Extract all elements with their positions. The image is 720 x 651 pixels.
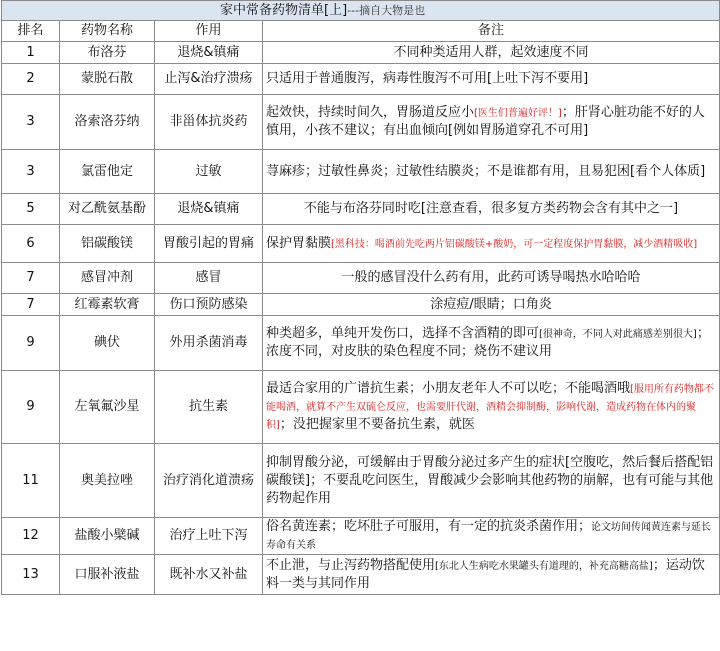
- note-text: 最适合家用的广谱抗生素；小朋友老年人不可以吃；不能喝酒哦: [266, 381, 631, 396]
- note-cell: [263, 444, 720, 518]
- drug-name-cell: 左氧氟沙星: [60, 371, 155, 444]
- effect-cell: 胃酸引起的胃痛: [155, 225, 263, 263]
- note-highlight: [黑科技：喝酒前先吃两片铝碳酸镁+酸奶，可一定程度保护胃黏膜，减少酒精吸收]: [331, 238, 698, 250]
- note-cell: [263, 64, 720, 95]
- header-rank: 排名: [2, 21, 60, 42]
- note-cell: [263, 263, 720, 294]
- effect-cell: 治疗上吐下泻: [155, 518, 263, 555]
- effect-cell: 感冒: [155, 263, 263, 294]
- note-text: ；没把握家里不要备抗生素，就医: [279, 417, 475, 432]
- effect-cell: 伤口预防感染: [155, 294, 263, 316]
- header-row: [2, 21, 720, 42]
- note-cell: [263, 150, 720, 194]
- note-text: 不止泄，与止泻药物搭配使用: [266, 557, 436, 573]
- table-row: [2, 64, 720, 95]
- note-text: 不同种类适用人群，起效速度不同: [393, 44, 589, 60]
- note-text: 不能与布洛芬同时吃[注意查看，很多复方类药物会含有其中之一]: [303, 201, 679, 216]
- effect-cell: 外用杀菌消毒: [155, 316, 263, 371]
- note-cell: [263, 316, 720, 371]
- table-row: [2, 555, 720, 595]
- table-row: [2, 371, 720, 444]
- note-cell: [263, 95, 720, 150]
- note-text: 俗名黄连素；吃坏肚子可服用，有一定的抗炎杀菌作用；: [266, 519, 592, 534]
- table-row: [2, 294, 720, 316]
- rank-cell: 9: [2, 371, 60, 444]
- note-text: 论文坊间传闻黄连素与延长寿命有关系: [266, 522, 712, 551]
- table-title: 家中常备药物清单[上]: [220, 2, 348, 18]
- rank-cell: 5: [2, 194, 60, 225]
- note-cell: [263, 225, 720, 263]
- rank-cell: 1: [2, 42, 60, 64]
- drug-name-cell: 蒙脱石散: [60, 64, 155, 95]
- table-row: [2, 444, 720, 518]
- effect-cell: 退烧&镇痛: [155, 194, 263, 225]
- effect-cell: 既补水又补盐: [155, 555, 263, 595]
- table-row: [2, 518, 720, 555]
- note-cell: [263, 555, 720, 595]
- rank-cell: 7: [2, 263, 60, 294]
- table-subtitle: ---摘自大物是也: [347, 3, 426, 17]
- rank-cell: 12: [2, 518, 60, 555]
- table-row: [2, 150, 720, 194]
- drug-name-cell: 口服补液盐: [60, 555, 155, 595]
- rank-cell: 3: [2, 95, 60, 150]
- medicine-table: [1, 0, 720, 595]
- rank-cell: 11: [2, 444, 60, 518]
- rank-cell: 6: [2, 225, 60, 263]
- rank-cell: 9: [2, 316, 60, 371]
- rank-cell: 7: [2, 294, 60, 316]
- effect-cell: 止泻&治疗溃疡: [155, 64, 263, 95]
- effect-cell: 非甾体抗炎药: [155, 95, 263, 150]
- table-row: [2, 194, 720, 225]
- note-cell: [263, 194, 720, 225]
- note-text: 起效快，持续时间久，胃肠道反应小: [266, 105, 475, 120]
- note-text: 种类超多，单纯开发伤口，选择不含酒精的即可: [266, 326, 540, 341]
- drug-name-cell: 碘伏: [60, 316, 155, 371]
- note-highlight: [服用所有药物都不能喝酒，就算不产生双硫仑反应，也需要肝代谢，酒精会抑制酶，影响代谢，造成药物在体内的聚积]: [266, 384, 714, 431]
- drug-name-cell: 铝碳酸镁: [60, 225, 155, 263]
- table-row: [2, 263, 720, 294]
- note-text: ；运动饮料一类与其同作用: [266, 557, 705, 591]
- note-cell: [263, 294, 720, 316]
- drug-name-cell: 奥美拉唑: [60, 444, 155, 518]
- header-effect: 作用: [155, 21, 263, 42]
- rank-cell: 13: [2, 555, 60, 595]
- note-text: [很神奇，不同人对此痛感差别很大]: [539, 329, 697, 340]
- note-text: 荨麻疹；过敏性鼻炎；过敏性结膜炎；不是谁都有用，且易犯困[看个人体质]: [266, 163, 706, 179]
- note-cell: [263, 371, 720, 444]
- note-cell: [263, 518, 720, 555]
- rank-cell: 2: [2, 64, 60, 95]
- note-text: 一般的感冒没什么药有用，此药可诱导喝热水哈哈哈: [341, 270, 641, 285]
- note-highlight: [医生们普遍好评！]: [474, 108, 562, 119]
- header-note: 备注: [263, 21, 720, 42]
- header-name: 药物名称: [60, 21, 155, 42]
- note-text: 保护胃黏膜: [266, 235, 332, 251]
- drug-name-cell: 红霉素软膏: [60, 294, 155, 316]
- effect-cell: 抗生素: [155, 371, 263, 444]
- effect-cell: 退烧&镇痛: [155, 42, 263, 64]
- drug-name-cell: 洛索洛芬纳: [60, 95, 155, 150]
- effect-cell: 治疗消化道溃疡: [155, 444, 263, 518]
- drug-name-cell: 感冒冲剂: [60, 263, 155, 294]
- table-title-cell: [2, 1, 720, 21]
- note-text: 抑制胃酸分泌，可缓解由于胃酸分泌过多产生的症状[空腹吃，然后餐后搭配铝碳酸镁]；不要乱吃问医生，胃酸减少会影响其他药物的崩解，也有可能与其他药物起作用: [266, 454, 714, 506]
- table-row: [2, 316, 720, 371]
- note-text: 涂痘痘/眼睛；口角炎: [430, 296, 552, 312]
- drug-name-cell: 氯雷他定: [60, 150, 155, 194]
- note-text: [东北人生病吃水果罐头有道理的，补充高糖高盐]: [435, 560, 653, 572]
- note-text: ；浓度不同，对皮肤的染色程度不同；烧伤不建议用: [266, 326, 710, 359]
- drug-name-cell: 对乙酰氨基酚: [60, 194, 155, 225]
- table-row: [2, 95, 720, 150]
- note-text: 只适用于普通腹泻，病毒性腹泻不可用[上吐下泻不要用]: [266, 71, 589, 86]
- effect-cell: 过敏: [155, 150, 263, 194]
- table-row: [2, 225, 720, 263]
- drug-name-cell: 布洛芬: [60, 42, 155, 64]
- note-text: ；肝肾心脏功能不好的人慎用，小孩不建议；有出血倾向[例如胃肠道穿孔不可用]: [266, 105, 705, 138]
- rank-cell: 3: [2, 150, 60, 194]
- drug-name-cell: 盐酸小檗碱: [60, 518, 155, 555]
- title-row: [2, 1, 720, 21]
- table-row: [2, 42, 720, 64]
- note-cell: [263, 42, 720, 64]
